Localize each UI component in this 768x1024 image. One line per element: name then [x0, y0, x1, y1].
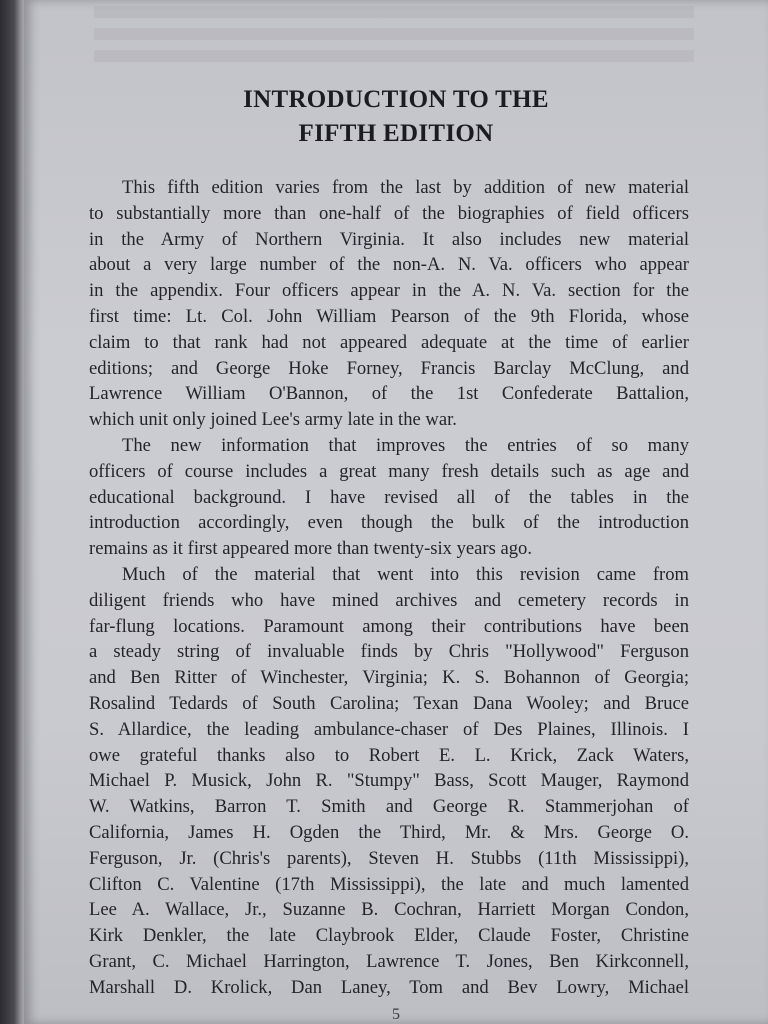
text-line: educational background. I have revised all of the tables in the: [89, 486, 689, 508]
text-line: claim to that rank had not appeared adequate at the time of earlier: [89, 331, 689, 353]
paragraph: [89, 175, 689, 433]
text-line: S. Allardice, the leading ambulance-chaser of Des Plaines, Illinois. I: [89, 718, 689, 740]
body-text: [89, 175, 689, 1001]
text-line: which unit only joined Lee's army late in the war.: [89, 409, 457, 431]
text-line: about a very large number of the non-A. N. Va. officers who appear: [89, 254, 689, 276]
text-line: diligent friends who have mined archives and cemetery records in: [89, 589, 689, 611]
text-line: editions; and George Hoke Forney, Francis Barclay McClung, and: [89, 357, 689, 379]
text-line: California, James H. Ogden the Third, Mr. & Mrs. George O.: [89, 821, 689, 843]
text-line: officers of course includes a great many fresh details such as age and: [89, 460, 689, 482]
text-line: Ferguson, Jr. (Chris's parents), Steven H. Stubbs (11th Mississippi),: [89, 847, 689, 869]
text-line: Michael P. Musick, John R. "Stumpy" Bass, Scott Mauger, Raymond: [89, 770, 689, 792]
text-line: Much of the material that went into this revision came from: [122, 563, 689, 585]
text-line: in the appendix. Four officers appear in the A. N. Va. section for the: [89, 280, 689, 302]
text-line: Marshall D. Krolick, Dan Laney, Tom and Bev Lowry, Michael: [89, 976, 689, 998]
paragraph: [89, 562, 689, 1001]
text-line: remains as it first appeared more than twenty-six years ago.: [89, 538, 532, 560]
chapter-title-line-2: FIFTH EDITION: [298, 120, 494, 147]
text-line: first time: Lt. Col. John William Pearson of the 9th Florida, whose: [89, 305, 689, 327]
text-line: Clifton C. Valentine (17th Mississippi), the late and much lamented: [89, 873, 689, 895]
text-line: Rosalind Tedards of South Carolina; Texan Dana Wooley; and Bruce: [89, 692, 689, 714]
text-line: and Ben Ritter of Winchester, Virginia; K. S. Bohannon of Georgia;: [89, 667, 689, 689]
text-line: a steady string of invaluable finds by Chris "Hollywood" Ferguson: [89, 641, 689, 663]
show-through-text: [94, 6, 694, 76]
text-line: Grant, C. Michael Harrington, Lawrence T. Jones, Ben Kirkconnell,: [89, 950, 689, 972]
book-page: [24, 0, 768, 1024]
text-line: introduction accordingly, even though the bulk of the introduction: [89, 512, 689, 534]
text-line: far-flung locations. Paramount among their contributions have been: [89, 615, 689, 637]
text-line: W. Watkins, Barron T. Smith and George R. Stammerjohan of: [89, 796, 689, 818]
text-line: to substantially more than one-half of the biographies of field officers: [89, 202, 689, 224]
text-line: Lee A. Wallace, Jr., Suzanne B. Cochran, Harriett Morgan Condon,: [89, 899, 689, 921]
paragraph: [89, 433, 689, 562]
text-line: owe grateful thanks also to Robert E. L. Krick, Zack Waters,: [89, 744, 689, 766]
text-line: The new information that improves the entries of so many: [122, 434, 689, 456]
text-line: in the Army of Northern Virginia. It also includes new material: [89, 228, 689, 250]
text-line: This fifth edition varies from the last by addition of new material: [122, 177, 689, 198]
chapter-title-line-1: INTRODUCTION TO THE: [243, 86, 549, 113]
text-line: Kirk Denkler, the late Claybrook Elder, Claude Foster, Christine: [89, 925, 689, 947]
text-line: Lawrence William O'Bannon, of the 1st Confederate Battalion,: [89, 383, 689, 405]
page-number: 5: [392, 1006, 400, 1023]
